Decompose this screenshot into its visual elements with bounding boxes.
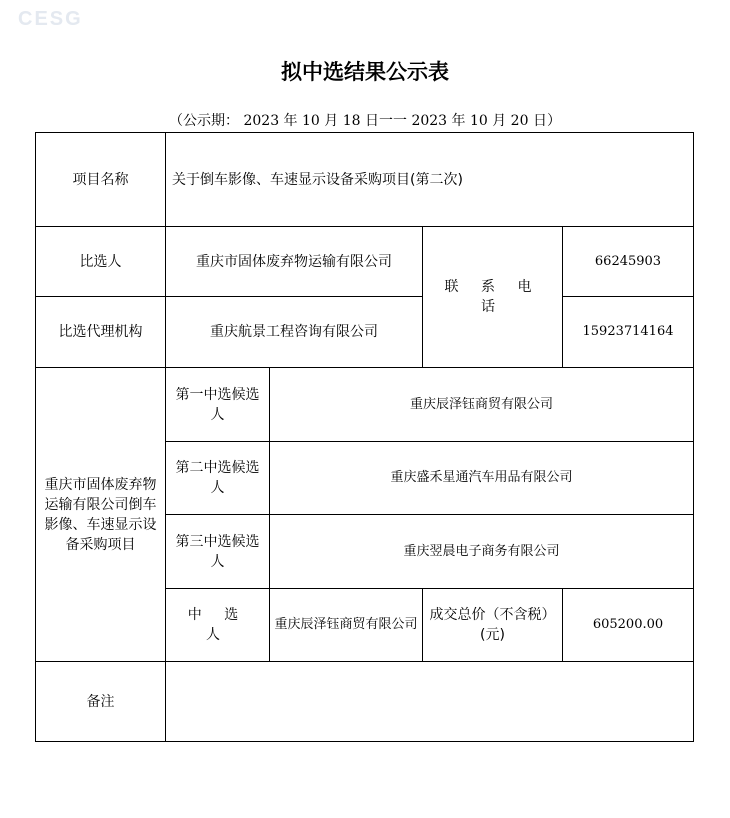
candidate3-value: 重庆翌晨电子商务有限公司: [270, 515, 694, 589]
candidate2-label: 第二中选候选人: [166, 442, 270, 515]
candidate3-label: 第三中选候选人: [166, 515, 270, 589]
price-value: 605200.00: [563, 589, 694, 662]
winner-label: 中 选 人: [166, 589, 270, 662]
candidate2-value: 重庆盛禾星通汽车用品有限公司: [270, 442, 694, 515]
agency-phone: 15923714164: [563, 297, 694, 368]
publicity-period: （公示期： 2023 年 10 月 18 日一一 2023 年 10 月 20 日）: [169, 113, 561, 129]
candidate1-value: 重庆辰泽钰商贸有限公司: [270, 368, 694, 442]
table-row: [36, 662, 694, 742]
table-row: [36, 227, 694, 297]
selector-label: 比选人: [36, 227, 166, 297]
remarks-value: [166, 662, 694, 742]
agency-value: 重庆航景工程咨询有限公司: [166, 297, 423, 368]
agency-label: 比选代理机构: [36, 297, 166, 368]
table-row: [36, 368, 694, 442]
watermark-logo: CESG: [18, 8, 83, 30]
page-title: 拟中选结果公示表: [281, 60, 449, 84]
contact-phone-label: 联 系 电 话: [423, 227, 563, 368]
selector-phone: 66245903: [563, 227, 694, 297]
project-name-value: 关于倒车影像、车速显示设备采购项目(第二次): [166, 133, 694, 227]
project-name-label: 项目名称: [36, 133, 166, 227]
candidate1-label: 第一中选候选人: [166, 368, 270, 442]
price-label: 成交总价（不含税）(元): [423, 589, 563, 662]
table-row: [36, 133, 694, 227]
winner-value: 重庆辰泽钰商贸有限公司: [270, 589, 423, 662]
project-group-label: 重庆市固体废弃物运输有限公司倒车影像、车速显示设备采购项目: [36, 368, 166, 662]
result-table: [35, 132, 694, 742]
table-row: [36, 297, 694, 368]
selector-value: 重庆市固体废弃物运输有限公司: [166, 227, 423, 297]
remarks-label: 备注: [36, 662, 166, 742]
